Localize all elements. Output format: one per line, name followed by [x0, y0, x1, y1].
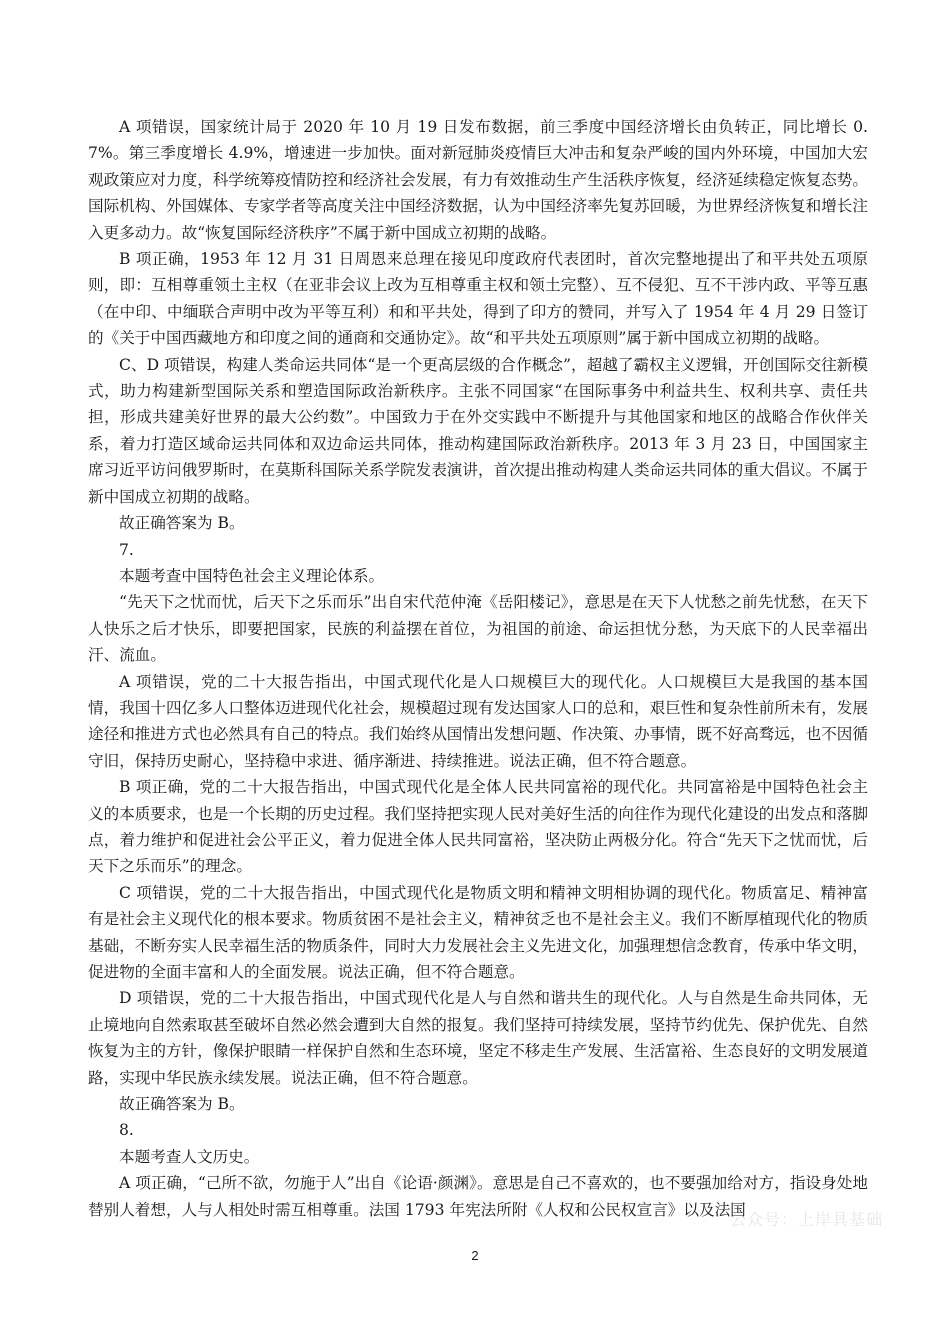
paragraph-a-option: A 项错误，国家统计局于 2020 年 10 月 19 日发布数据，前三季度中国经济增长由负转正，同比增长 0.7%。第三季度增长 4.9%，增速进一步加快。面对新冠肺炎疫情巨大冲击和复杂严峻的国内外环境，中国加大宏观政策应对力度，科学统筹疫情防控和经济社会发展，有力有效推动生产生活秩序恢复，经济延续稳定恢复态势。国际机构、外国媒体、专家学者等高度关注中国经济数据，认为中国经济率先复苏回暖，为世界经济恢复和增长注入更多动力。故“恢复国际经济秩序”不属于新中国成立初期的战略。 — [88, 118, 868, 242]
question-7-option-d: D 项错误，党的二十大报告指出，中国式现代化是人与自然和谐共生的现代化。人与自然是生命共同体，无止境地向自然索取甚至破坏自然必然会遭到大自然的报复。我们坚持可持续发展，坚持节约优先、保护优先、自然恢复为主的方针，像保护眼睛一样保护自然和生态环境，坚定不移走生产发展、生活富裕、生态良好的文明发展道路，实现中华民族永续发展。说法正确，但不符合题意。 — [88, 989, 868, 1087]
watermark: 公众号：上岸具基础 — [730, 1210, 884, 1229]
question-7-quote: “先天下之忧而忧，后天下之乐而乐”出自宋代范仲淹《岳阳楼记》，意思是在天下人忧愁之前先忧愁，在天下人快乐之后才快乐，即要把国家，民族的利益摆在首位，为祖国的前途、命运担忧分愁，为天底下的人民幸福出汗、流血。 — [88, 593, 868, 665]
question-7-option-a: A 项错误，党的二十大报告指出，中国式现代化是人口规模巨大的现代化。人口规模巨大是我国的基本国情，我国十四亿多人口整体迈进现代化社会，规模超过现有发达国家人口的总和，艰巨性和复杂性前所未有，发展途径和推进方式也必然具有自己的特点。我们始终从国情出发想问题、作决策、办事情，既不好高骛远，也不因循守旧，保持历史耐心，坚持稳中求进、循序渐进、持续推进。说法正确，但不符合题意。 — [88, 672, 869, 770]
page-number: 2 — [471, 1248, 479, 1263]
question-number-7: 7. — [119, 540, 134, 559]
answer-6: 故正确答案为 B。 — [119, 514, 245, 533]
question-8-topic: 本题考查人文历史。 — [119, 1147, 260, 1166]
paragraph-b-option: B 项正确，1953 年 12 月 31 日周恩来总理在接见印度政府代表团时，首次完整地提出了和平共处五项原则，即：互相尊重领土主权（在亚非会议上改为互相尊重主权和领土完整）、互不侵犯、互不干涉内政、平等互惠（在中印、中缅联合声明中改为平等互利）和和平共处，得到了印方的赞同，并写入了 1954 年 4 月 29 日签订的《关于中国西藏地方和印度之间的通商和交通协定》。故“和平共处五项原则”属于新中国成立初期的战略。 — [88, 250, 868, 348]
question-7-option-b: B 项正确，党的二十大报告指出，中国式现代化是全体人民共同富裕的现代化。共同富裕是中国特色社会主义的本质要求，也是一个长期的历史过程。我们坚持把实现人民对美好生活的向往作为现代化建设的出发点和落脚点，着力维护和促进社会公平正义，着力促进全体人民共同富裕，坚决防止两极分化。符合“先天下之忧而忧，后天下之乐而乐”的理念。 — [88, 778, 868, 876]
answer-7: 故正确答案为 B。 — [119, 1095, 245, 1114]
question-7-option-c: C 项错误，党的二十大报告指出，中国式现代化是物质文明和精神文明相协调的现代化。物质富足、精神富有是社会主义现代化的根本要求。物质贫困不是社会主义，精神贫乏也不是社会主义。我们不断厚植现代化的物质基础，不断夯实人民幸福生活的物质条件，同时大力发展社会主义先进文化，加强理想信念教育，传承中华文明，促进物的全面丰富和人的全面发展。说法正确，但不符合题意。 — [88, 883, 868, 981]
question-7-topic: 本题考查中国特色社会主义理论体系。 — [119, 566, 385, 585]
question-8-option-a: A 项正确，“己所不欲，勿施于人”出自《论语·颜渊》。意思是自己不喜欢的，也不要强加给对方，指设身处地替别人着想，人与人相处时需互相尊重。法国 1793 年宪法所附《人权和公民权宣言》以及法国 — [88, 1174, 868, 1219]
question-number-8: 8. — [119, 1121, 134, 1140]
paragraph-cd-option: C、D 项错误，构建人类命运共同体“是一个更高层级的合作概念”，超越了霸权主义逻辑，开创国际交往新模式，助力构建新型国际关系和塑造国际政治新秩序。主张不同国家“在国际事务中利益共生、权利共享、责任共担，形成共建美好世界的最大公约数”。中国致力于在外交实践中不断提升与其他国家和地区的战略合作伙伴关系，着力打造区域命运共同体和双边命运共同体，推动构建国际政治新秩序。2013 年 3 月 23 日，中国国家主席习近平访问俄罗斯时，在莫斯科国际关系学院发表演讲，首次提出推动构建人类命运共同体的重大倡议。不属于新中国成立初期的战略。 — [88, 355, 868, 506]
document-body — [88, 114, 868, 1223]
